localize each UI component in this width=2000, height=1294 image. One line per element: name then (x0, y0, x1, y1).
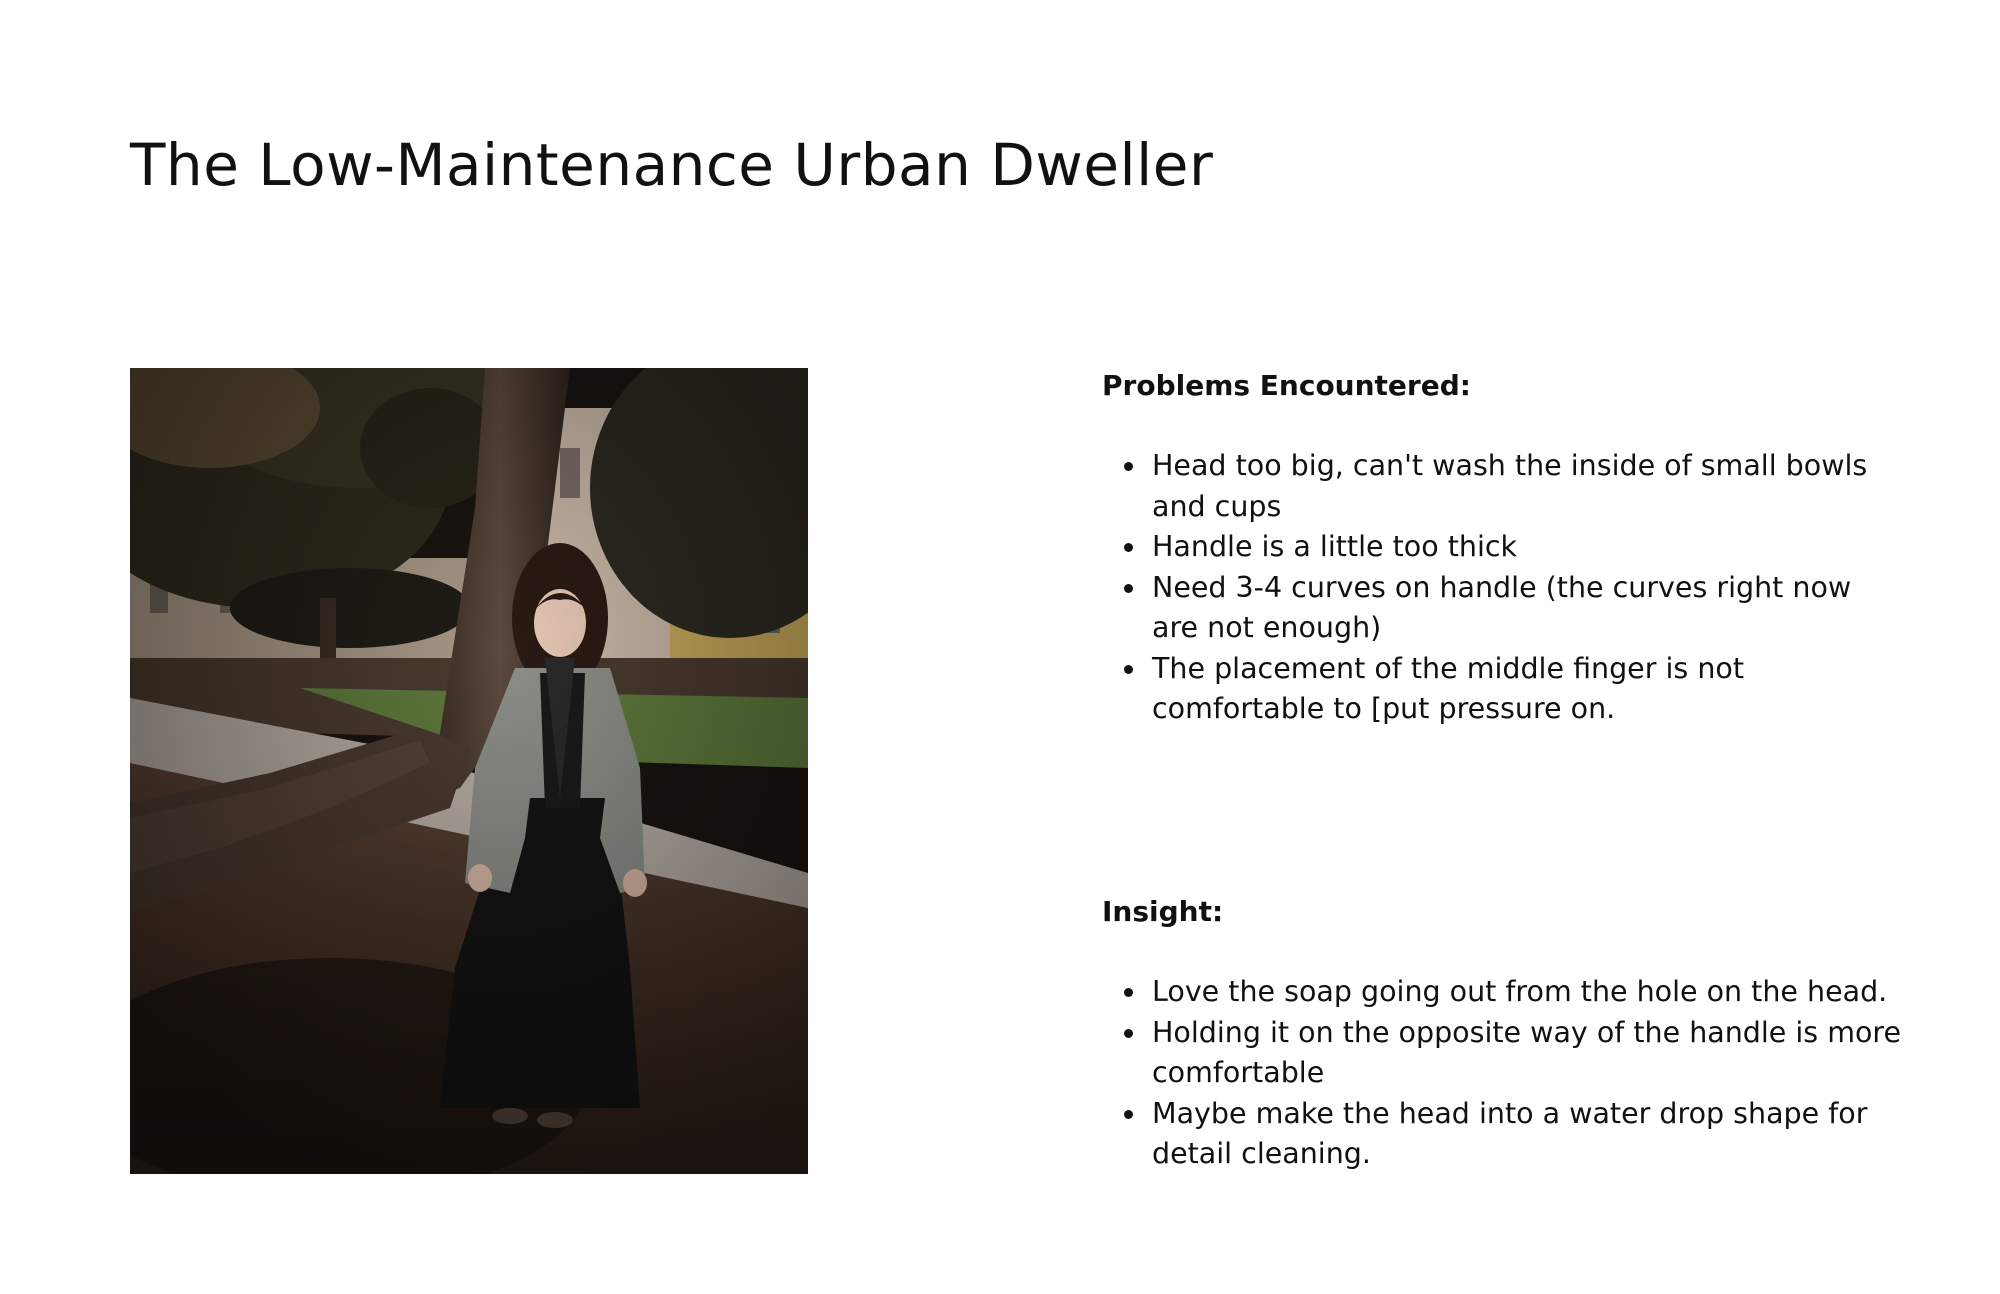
list-item: The placement of the middle finger is not comfortable to [put pressure on. (1102, 649, 1902, 730)
portrait-photo (130, 368, 808, 1174)
list-item: Holding it on the opposite way of the handle is more comfortable (1102, 1013, 1902, 1094)
list-item: Maybe make the head into a water drop shape for detail cleaning. (1102, 1094, 1902, 1175)
problems-list (1102, 446, 1902, 730)
list-item: Love the soap going out from the hole on the head. (1102, 972, 1902, 1013)
list-item: Handle is a little too thick (1102, 527, 1902, 568)
page-title: The Low-Maintenance Urban Dweller (130, 131, 1214, 199)
problems-section (1102, 364, 1902, 730)
insight-heading: Insight: (1102, 895, 1224, 928)
insight-list (1102, 972, 1902, 1175)
insight-section (1102, 890, 1902, 1175)
problems-heading: Problems Encountered: (1102, 369, 1471, 402)
list-item: Need 3-4 curves on handle (the curves right now are not enough) (1102, 568, 1902, 649)
list-item: Head too big, can't wash the inside of small bowls and cups (1102, 446, 1902, 527)
